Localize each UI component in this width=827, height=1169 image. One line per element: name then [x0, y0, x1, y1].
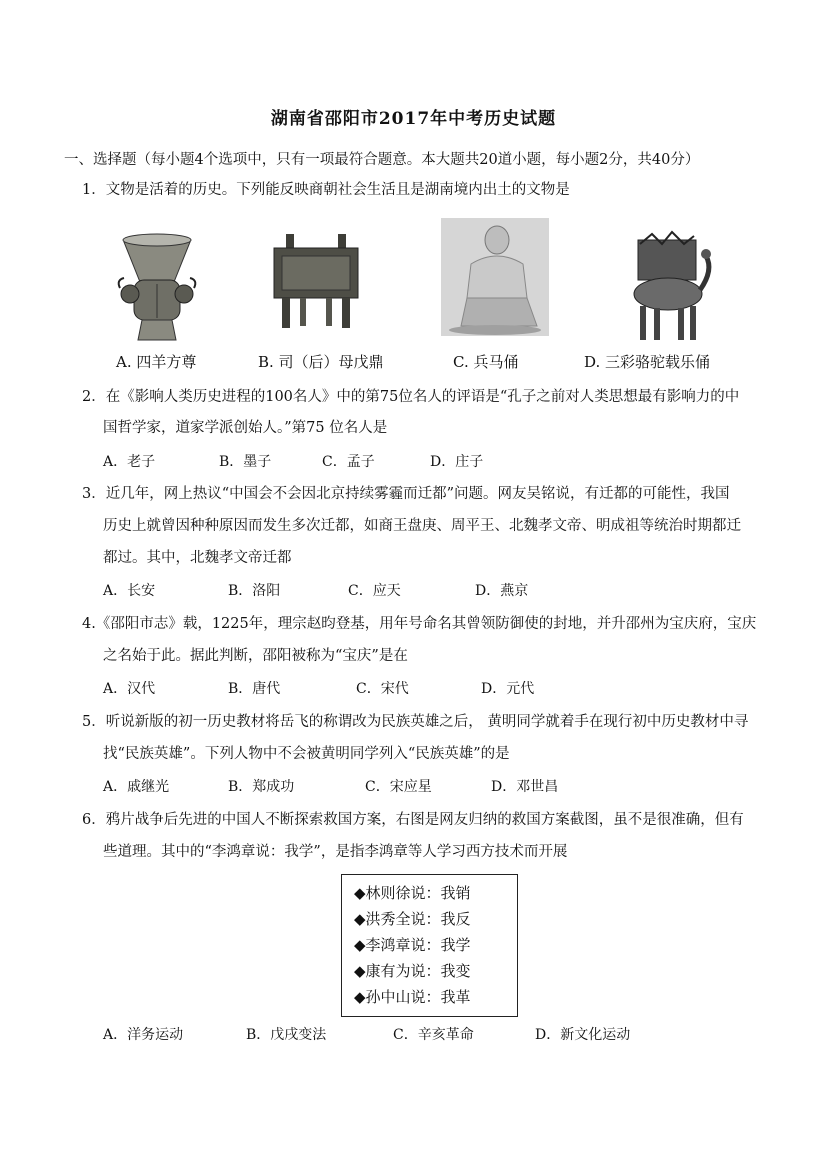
tricolor-camel-icon: [622, 230, 718, 348]
q2-option-d[interactable]: D．庄子: [430, 454, 484, 470]
q6-option-b[interactable]: B．戊戌变法: [246, 1027, 327, 1043]
q5-option-b[interactable]: B．郑成功: [228, 779, 295, 795]
page-title: 湖南省邵阳市2017年中考历史试题: [270, 109, 557, 129]
q6-option-a[interactable]: A．洋务运动: [103, 1027, 184, 1043]
q2-option-b[interactable]: B．墨子: [219, 454, 272, 470]
q4-option-d[interactable]: D．元代: [481, 681, 535, 697]
plan-item: ◆林则徐说：我销: [354, 884, 471, 902]
q2-option-c[interactable]: C．孟子: [322, 454, 375, 470]
question-3-stem-line3: 都过。其中，北魏孝文帝迁都: [103, 550, 292, 566]
four-goat-zun-icon: [112, 222, 202, 347]
q5-option-a[interactable]: A．戚继光: [103, 779, 170, 795]
q3-option-a[interactable]: A．长安: [103, 583, 156, 599]
plan-item: ◆洪秀全说：我反: [354, 910, 471, 928]
q3-option-b[interactable]: B．洛阳: [228, 583, 281, 599]
q4-option-c[interactable]: C．宋代: [356, 681, 409, 697]
question-5-stem-line2: 找“民族英雄”。下列人物中不会被黄明同学列入“民族英雄”的是: [103, 746, 510, 762]
q6-option-d[interactable]: D．新文化运动: [535, 1027, 631, 1043]
q6-option-c[interactable]: C．辛亥革命: [393, 1027, 474, 1043]
q3-option-c[interactable]: C．应天: [348, 583, 401, 599]
q1-caption-a: A. 四羊方尊: [116, 353, 197, 371]
simuwu-ding-icon: [266, 232, 366, 332]
question-3-stem-line2: 历史上就曾因种种原因而发生多次迁都，如商王盘庚、周平王、北魏孝文帝、明成祖等统治时期都迁: [103, 518, 741, 534]
q1-caption-c: C. 兵马俑: [453, 353, 519, 371]
question-2-stem-line1: 2．在《影响人类历史进程的100名人》中的第75位名人的评语是“孔子之前对人类思想最有影响力的中: [82, 389, 740, 405]
question-2-stem-line2: 国哲学家，道家学派创始人。”第75 位名人是: [103, 420, 388, 436]
q2-option-a[interactable]: A．老子: [103, 454, 156, 470]
q1-caption-b: B. 司（后）母戊鼎: [258, 353, 384, 371]
question-6-stem-line2: 些道理。其中的“李鸿章说：我学”，是指李鸿章等人学习西方技术而开展: [103, 844, 568, 860]
question-3-stem-line1: 3．近几年，网上热议“中国会不会因北京持续雾霾而迁都”问题。网友吴铭说，有迁都的可能性，我国: [82, 486, 730, 502]
q4-option-b[interactable]: B．唐代: [228, 681, 281, 697]
q4-option-a[interactable]: A．汉代: [103, 681, 156, 697]
plan-item: ◆康有为说：我变: [354, 962, 471, 980]
q3-option-d[interactable]: D．燕京: [475, 583, 529, 599]
question-1-stem: 1．文物是活着的历史。下列能反映商朝社会生活且是湖南境内出土的文物是: [82, 182, 570, 198]
q5-option-d[interactable]: D．邓世昌: [491, 779, 559, 795]
question-6-stem-line1: 6．鸦片战争后先进的中国人不断探索救国方案，右图是网友归纳的救国方案截图，虽不是很准确，但有: [82, 812, 744, 828]
question-5-stem-line1: 5．听说新版的初一历史教材将岳飞的称谓改为民族英雄之后， 黄明同学就着手在现行初中历史教材中寻: [82, 714, 749, 730]
question-4-stem-line1: 4.《邵阳市志》载，1225年，理宗赵昀登基，用年号命名其曾领防御使的封地，并升邵州为宝庆府，宝庆: [82, 616, 757, 632]
question-4-stem-line2: 之名始于此。据此判断，邵阳被称为“宝庆”是在: [103, 648, 408, 664]
q5-option-c[interactable]: C．宋应星: [365, 779, 432, 795]
section-header: 一、选择题（每小题4个选项中，只有一项最符合题意。本大题共20道小题，每小题2分，共40分）: [64, 152, 700, 168]
q1-caption-d: D. 三彩骆驼载乐俑: [584, 353, 711, 371]
plan-item: ◆李鸿章说：我学: [354, 936, 471, 954]
plan-item: ◆孙中山说：我革: [354, 988, 471, 1006]
plan-box: [341, 874, 518, 1017]
terracotta-warrior-icon: [441, 218, 549, 336]
